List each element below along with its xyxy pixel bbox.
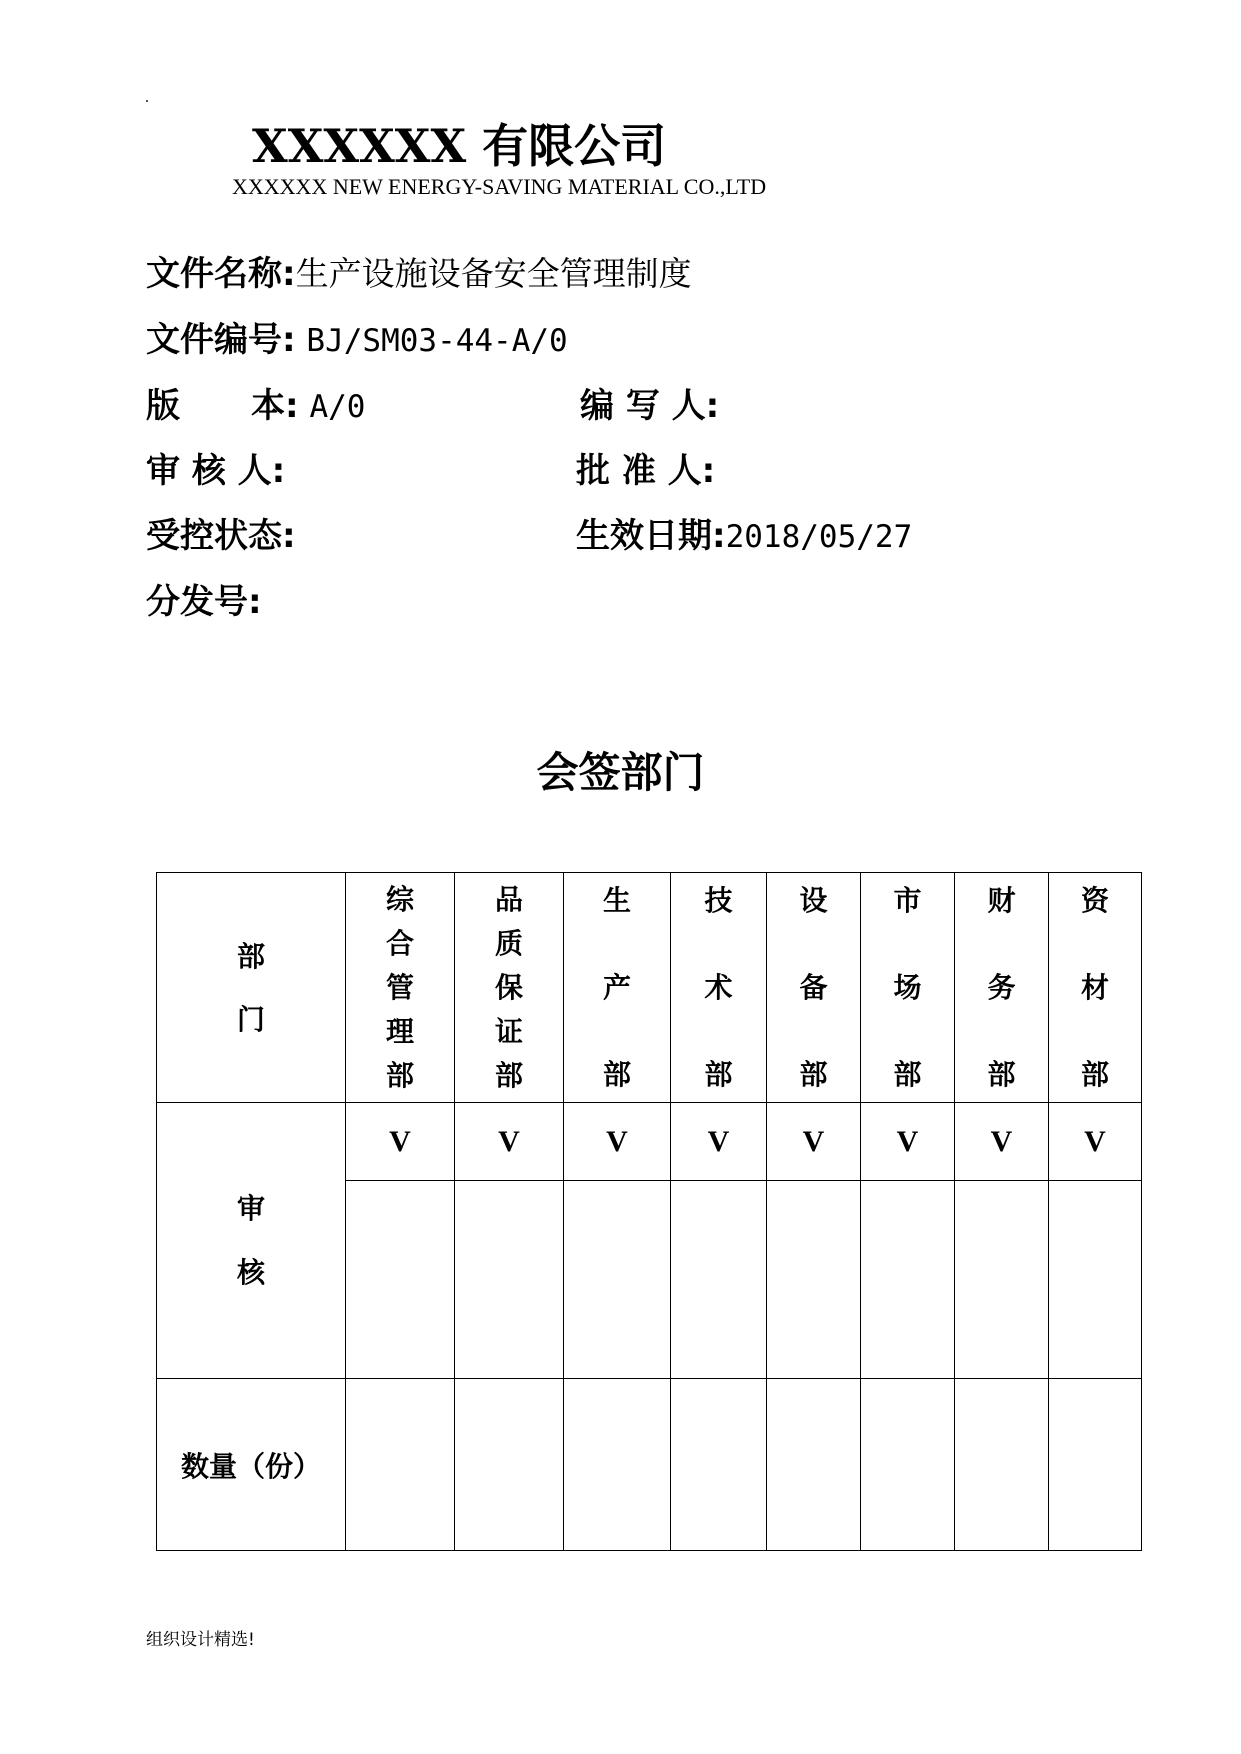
dept-char: 合: [385, 926, 414, 960]
dept-char: 管: [385, 970, 414, 1004]
quantity-cell: [455, 1379, 564, 1551]
dept-char: 部: [385, 1058, 414, 1092]
tick-cell: V: [346, 1103, 455, 1181]
control-status-field: [146, 516, 296, 556]
quantity-cell: [861, 1379, 955, 1551]
dept-char: 质: [494, 926, 523, 960]
dept-char: 部: [893, 1057, 922, 1091]
dept-char: 资: [1080, 883, 1109, 917]
page-dot: [146, 100, 148, 102]
review-label-char: 核: [236, 1255, 265, 1289]
dept-char: 部: [799, 1057, 828, 1091]
signature-cell: [767, 1181, 861, 1379]
file-name-label: 文件名称:: [146, 254, 296, 294]
sign-section-title: 会签部门: [536, 748, 705, 797]
dept-char: 部: [602, 1057, 631, 1091]
approver-field: [576, 451, 715, 491]
dept-char: 技: [704, 883, 733, 917]
company-name-en: XXXXXX NEW ENERGY-SAVING MATERIAL CO.,LTD: [232, 174, 767, 199]
dept-char: 务: [987, 970, 1016, 1004]
quantity-label-cell: 数量（份）: [157, 1379, 346, 1551]
dept-char: 理: [385, 1014, 414, 1048]
tick-cell: V: [1049, 1103, 1142, 1181]
dept-char: 部: [1080, 1057, 1109, 1091]
tick-cell: V: [955, 1103, 1049, 1181]
file-no-label: 文件编号:: [146, 320, 296, 360]
dept-char: 备: [799, 970, 828, 1004]
effective-date-value: 2018/05/27: [725, 519, 913, 555]
footer-text: 组织设计精选!: [146, 1630, 255, 1650]
signature-cell: [671, 1181, 767, 1379]
quantity-cell: [767, 1379, 861, 1551]
effective-date-label: 生效日期:: [576, 516, 726, 556]
dept-cell-technology: [671, 873, 767, 1103]
dept-char: 部: [704, 1057, 733, 1091]
dept-header-cell: [157, 873, 346, 1103]
tick-cell: V: [671, 1103, 767, 1181]
version-field: [146, 386, 365, 427]
tick-cell: V: [455, 1103, 564, 1181]
dept-char: 部: [494, 1058, 523, 1092]
dept-char: 产: [602, 970, 631, 1004]
dept-char: 设: [799, 883, 828, 917]
file-name-field: [146, 254, 692, 294]
dept-char: 财: [987, 883, 1016, 917]
review-label-char: 审: [236, 1191, 265, 1225]
reviewer-field: [146, 451, 285, 491]
table-row-ticks: [157, 1103, 1142, 1181]
dept-cell-equipment: [767, 873, 861, 1103]
dept-cell-admin: [346, 873, 455, 1103]
quantity-cell: [671, 1379, 767, 1551]
effective-date-field: [576, 516, 912, 557]
quantity-cell: [1049, 1379, 1142, 1551]
signature-cell: [455, 1181, 564, 1379]
dept-cell-quality: [455, 873, 564, 1103]
table-row-departments: [157, 873, 1142, 1103]
dept-header-char: 部: [236, 939, 265, 973]
signature-cell: [564, 1181, 671, 1379]
quantity-cell: [346, 1379, 455, 1551]
tick-cell: V: [564, 1103, 671, 1181]
dept-char: 术: [704, 970, 733, 1004]
dept-char: 部: [987, 1057, 1016, 1091]
dept-char: 证: [494, 1014, 523, 1048]
dept-cell-finance: [955, 873, 1049, 1103]
writer-field: [580, 386, 719, 426]
signature-cell: [346, 1181, 455, 1379]
dept-header-char: 门: [236, 1002, 265, 1036]
writer-label: 编 写 人:: [580, 386, 720, 426]
dept-cell-production: [564, 873, 671, 1103]
dept-char: 保: [494, 970, 523, 1004]
file-no-field: [146, 320, 568, 361]
distribution-field: [146, 582, 262, 622]
signature-cell: [955, 1181, 1049, 1379]
dept-cell-market: [861, 873, 955, 1103]
review-label-cell: [157, 1103, 346, 1379]
signature-cell: [1049, 1181, 1142, 1379]
table-row-quantity: [157, 1379, 1142, 1551]
quantity-cell: [564, 1379, 671, 1551]
control-status-label: 受控状态:: [146, 516, 296, 556]
file-no-value: BJ/SM03-44-A/0: [306, 323, 568, 359]
dept-cell-materials: [1049, 873, 1142, 1103]
version-value: A/0: [309, 389, 366, 425]
dept-char: 生: [602, 883, 631, 917]
version-label: 版 本:: [146, 386, 299, 426]
dept-char: 品: [494, 882, 523, 916]
signature-cell: [861, 1181, 955, 1379]
approver-label: 批 准 人:: [576, 451, 716, 491]
file-name-value: 生产设施设备安全管理制度: [295, 254, 692, 293]
distribution-label: 分发号:: [146, 582, 262, 622]
tick-cell: V: [767, 1103, 861, 1181]
company-name-cn: XXXXXX 有限公司: [252, 119, 667, 173]
dept-char: 市: [893, 883, 922, 917]
sign-table: [156, 872, 1142, 1551]
dept-char: 材: [1080, 970, 1109, 1004]
reviewer-label: 审 核 人:: [146, 451, 286, 491]
dept-char: 场: [893, 970, 922, 1004]
dept-char: 综: [385, 882, 414, 916]
quantity-cell: [955, 1379, 1049, 1551]
tick-cell: V: [861, 1103, 955, 1181]
